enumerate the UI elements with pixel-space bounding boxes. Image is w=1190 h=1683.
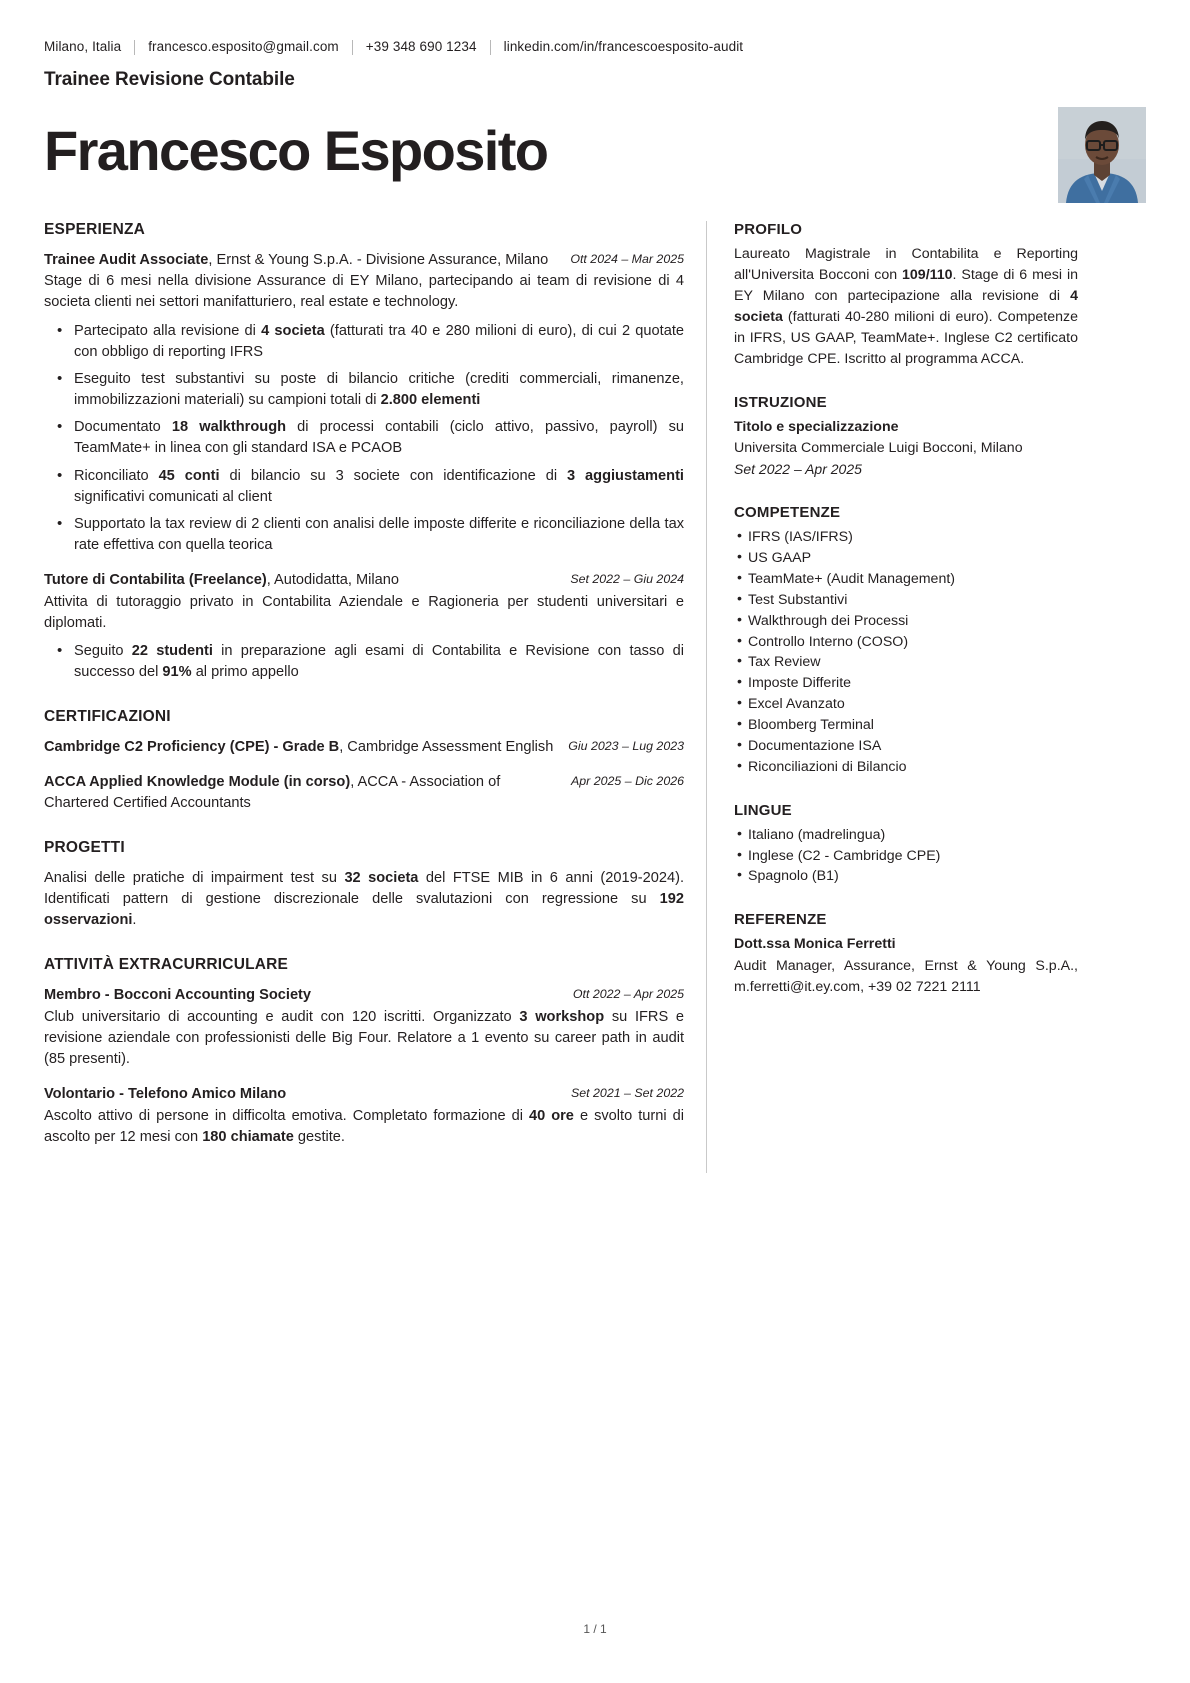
- bullet-item: • Seguito 22 studenti in preparazione agli esami di Contabilita e Revisione con tasso di successo del 91% al primo appello: [74, 641, 684, 683]
- entry-header: [44, 985, 684, 1006]
- section-istruzione: [734, 394, 1078, 481]
- entry-description: Ascolto attivo di persone in difficolta emotiva. Completato formazione di 40 ore e svolto turni di ascolto per 12 mesi con 180 chiamate gestite.: [44, 1108, 684, 1146]
- languages-list: [734, 825, 1078, 888]
- entry-date: Ott 2024 – Mar 2025: [570, 251, 684, 266]
- language-item: • Italiano (madrelingua): [748, 825, 1078, 846]
- skill-item: • Excel Avanzato: [748, 694, 1078, 715]
- candidate-name: Francesco Esposito: [44, 118, 548, 182]
- entry-title: ACCA Applied Knowledge Module (in corso), ACCA - Association of Chartered Certified Accountants: [44, 774, 501, 811]
- contact-phone[interactable]: +39 348 690 1234: [365, 39, 477, 54]
- job-headline: Trainee Revisione Contabile: [44, 68, 295, 90]
- bullet-item: • Riconciliato 45 conti di bilancio su 3 societe con identificazione di 3 aggiustamenti significativi comunicati al client: [74, 466, 684, 508]
- contact-linkedin[interactable]: linkedin.com/in/francescoesposito-audit: [503, 39, 744, 54]
- entry-header: [44, 1084, 684, 1105]
- section-progetti: [44, 839, 684, 931]
- section-title-istruzione: ISTRUZIONE: [734, 393, 827, 411]
- section-lingue: [734, 802, 1078, 888]
- section-esperienza: [44, 221, 684, 684]
- entry-header: [44, 570, 684, 591]
- reference-name: Dott.ssa Monica Ferretti: [734, 936, 896, 953]
- section-title-referenze: REFERENZE: [734, 911, 827, 929]
- skill-item: • US GAAP: [748, 548, 1078, 569]
- contact-separator: [490, 40, 491, 55]
- contact-separator: [134, 40, 135, 55]
- right-column: [706, 221, 1078, 1174]
- language-item: • Inglese (C2 - Cambridge CPE): [748, 846, 1078, 867]
- bullet-item: • Eseguito test substantivi su poste di bilancio critiche (crediti commerciali, rimanenze, immobilizzazioni materiali) su campioni totali di 2.800 elementi: [74, 369, 684, 411]
- progetti-paragraph: Analisi delle pratiche di impairment test su 32 societa del FTSE MIB in 6 anni (2019-2024). Identificati pattern di gestione discrezionale delle svalutazioni con regressione su 192 osservazioni.: [44, 869, 684, 928]
- section-referenze: [734, 911, 1078, 997]
- entry-title: Cambridge C2 Proficiency (CPE) - Grade B, Cambridge Assessment English: [44, 739, 554, 756]
- entry-header: [44, 737, 684, 758]
- entry-title: Membro - Bocconi Accounting Society: [44, 987, 312, 1004]
- experience-entry: [44, 250, 684, 557]
- skill-item: • Walkthrough dei Processi: [748, 611, 1078, 632]
- entry-description: Stage di 6 mesi nella divisione Assurance di EY Milano, partecipando ai team di revisione di 4 societa clienti nei settori manifatturiero, real estate e technology.: [44, 273, 684, 311]
- contact-location: Milano, Italia: [44, 39, 122, 54]
- page-footer: 1 / 1: [583, 1622, 607, 1636]
- section-title-progetti: PROGETTI: [44, 838, 125, 856]
- skill-item: • Tax Review: [748, 652, 1078, 673]
- bullet-item: • Partecipato alla revisione di 4 societa (fatturati tra 40 e 280 milioni di euro), di cui 2 quotate con obbligo di reporting IFRS: [74, 321, 684, 363]
- section-title-competenze: COMPETENZE: [734, 504, 841, 522]
- content-columns: [44, 221, 1146, 1174]
- avatar: [1058, 107, 1146, 203]
- entry-title: Tutore di Contabilita (Freelance), Autodidatta, Milano: [44, 572, 399, 589]
- skill-item: • Imposte Differite: [748, 673, 1078, 694]
- skills-list: [734, 527, 1078, 778]
- education-date: Set 2022 – Apr 2025: [734, 461, 862, 478]
- education-school: Universita Commerciale Luigi Bocconi, Milano: [734, 439, 1023, 456]
- skill-item: • TeamMate+ (Audit Management): [748, 569, 1078, 590]
- entry-date: Ott 2022 – Apr 2025: [572, 987, 684, 1002]
- entry-bullets: [44, 321, 684, 557]
- section-competenze: [734, 504, 1078, 778]
- skill-item: • Bloomberg Terminal: [748, 715, 1078, 736]
- entry-date: Set 2022 – Giu 2024: [570, 572, 684, 587]
- bullet-item: • Supportato la tax review di 2 clienti con analisi delle imposte differite e riconciliazione della tax rate effettiva con quella teorica: [74, 514, 684, 556]
- profilo-paragraph: Laureato Magistrale in Contabilita e Reporting all'Universita Bocconi con 109/110. Stage di 6 mesi in EY Milano con partecipazione alla revisione di 4 societa (fatturati 40-280 milioni di euro). Competenze in IFRS, US GAAP, TeamMate+. Inglese C2 certificato Cambridge CPE. Iscritto al programma ACCA.: [734, 245, 1078, 367]
- language-item: • Spagnolo (B1): [748, 866, 1078, 887]
- section-profilo: [734, 221, 1078, 370]
- reference-detail: Audit Manager, Assurance, Ernst & Young S.p.A., m.ferretti@it.ey.com, +39 02 7221 2111: [734, 957, 1078, 995]
- certification-entry: [44, 772, 684, 813]
- experience-entry: [44, 570, 684, 683]
- section-title-extracurriculare: ATTIVITÀ EXTRACURRICULARE: [44, 956, 289, 974]
- section-title-lingue: LINGUE: [734, 801, 792, 819]
- skill-item: • Test Substantivi: [748, 590, 1078, 611]
- education-degree: Titolo e specializzazione: [734, 418, 899, 435]
- section-extracurriculare: [44, 956, 684, 1148]
- skill-item: • Documentazione ISA: [748, 736, 1078, 757]
- avatar-photo-icon: [1058, 107, 1146, 203]
- entry-header: [44, 772, 684, 813]
- contact-line: [44, 38, 1146, 56]
- entry-description: Club universitario di accounting e audit con 120 iscritti. Organizzato 3 workshop su IFRS e revisione aziendale con professionisti delle Big Four. Relatore a 1 evento su career path in audit (85 presenti).: [44, 1008, 685, 1068]
- contact-separator: [352, 40, 353, 55]
- entry-date: Set 2021 – Set 2022: [571, 1086, 684, 1101]
- entry-title: Trainee Audit Associate, Ernst & Young S.p.A. - Divisione Assurance, Milano: [44, 251, 549, 268]
- certification-entry: [44, 737, 684, 758]
- entry-header: [44, 250, 684, 271]
- entry-title: Volontario - Telefono Amico Milano: [44, 1086, 287, 1103]
- skill-item: • IFRS (IAS/IFRS): [748, 527, 1078, 548]
- skill-item: • Riconciliazioni di Bilancio: [748, 757, 1078, 778]
- section-title-profilo: PROFILO: [734, 220, 803, 238]
- skill-item: • Controllo Interno (COSO): [748, 632, 1078, 653]
- entry-bullets: [44, 641, 684, 683]
- contact-email[interactable]: francesco.esposito@gmail.com: [148, 39, 339, 54]
- bullet-item: • Documentato 18 walkthrough di processi contabili (ciclo attivo, passivo, payroll) su TeamMate+ in linea con gli standard ISA e PCAOB: [74, 417, 684, 459]
- section-certificazioni: [44, 708, 684, 813]
- section-title-esperienza: ESPERIENZA: [44, 220, 146, 238]
- section-title-certificazioni: CERTIFICAZIONI: [44, 708, 171, 726]
- entry-description: Attivita di tutoraggio privato in Contabilita Aziendale e Ragioneria per studenti universitari e diplomati.: [44, 593, 684, 632]
- extracurricular-entry: [44, 1084, 684, 1148]
- extracurricular-entry: [44, 985, 684, 1070]
- entry-date: Giu 2023 – Lug 2023: [568, 739, 684, 754]
- entry-date: Apr 2025 – Dic 2026: [571, 774, 684, 789]
- left-column: [44, 221, 706, 1174]
